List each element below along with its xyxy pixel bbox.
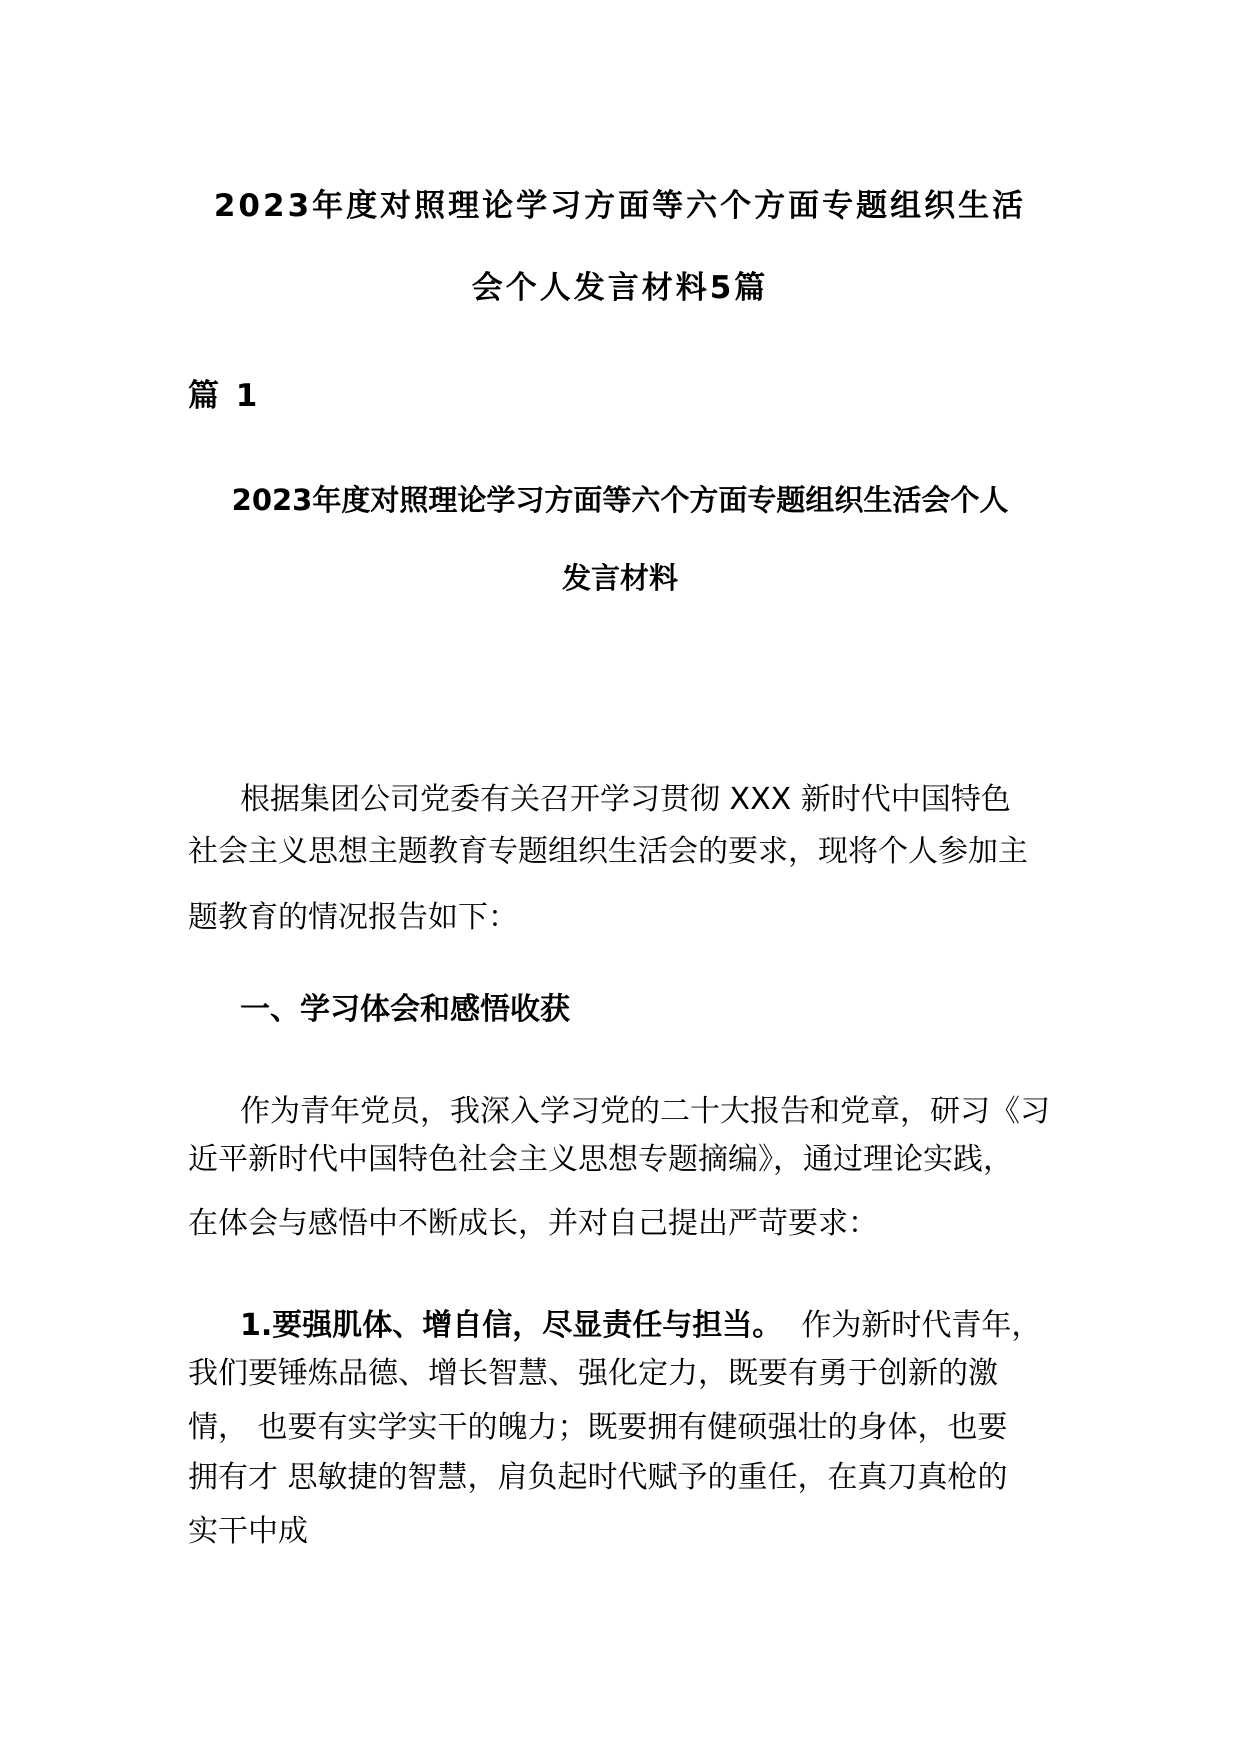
item-1-lead-rest: 作为新时代青年， xyxy=(782,1308,1042,1343)
section-subtitle-line-2: 发言材料 xyxy=(561,561,678,595)
paragraph-2-line-2: 近平新时代中国特色社会主义思想专题摘编》，通过理论实践， xyxy=(188,1142,1013,1177)
item-1-line-4: 拥有才 思敏捷的智慧，肩负起时代赋予的重任，在真刀真枪的 xyxy=(188,1460,1008,1495)
paragraph-1-line-3: 题教育的情况报告如下： xyxy=(188,900,518,935)
item-1-line-5: 实干中成 xyxy=(188,1514,308,1549)
item-1-line-2: 我们要锤炼品德、增长智慧、强化定力，既要有勇于创新的激 xyxy=(188,1356,998,1391)
paragraph-2-line-1: 作为青年党员，我深入学习党的二十大报告和党章，研习《习 xyxy=(240,1094,1050,1129)
document-title-line-2: 会个人发言材料5篇 xyxy=(471,270,769,306)
section-heading-1: 一、学习体会和感悟收获 xyxy=(240,992,570,1027)
paragraph-2-line-3: 在体会与感悟中不断成长，并对自己提出严苛要求： xyxy=(188,1206,878,1241)
paragraph-1-line-1: 根据集团公司党委有关召开学习贯彻 XXX 新时代中国特色 xyxy=(240,782,1011,817)
document-title-line-1: 2023年度对照理论学习方面等六个方面专题组织生活 xyxy=(213,188,1027,224)
paragraph-1-line-2: 社会主义思想主题教育专题组织生活会的要求，现将个人参加主 xyxy=(188,834,1028,869)
item-1-bold-lead: 1.要强肌体、增自信，尽显责任与担当。 xyxy=(240,1308,783,1343)
section-marker: 篇 1 xyxy=(188,378,261,414)
item-1-line-3: 情， 也要有实学实干的魄力；既要拥有健硕强壮的身体，也要 xyxy=(188,1410,1008,1445)
section-subtitle-line-1: 2023年度对照理论学习方面等六个方面专题组织生活会个人 xyxy=(231,483,1009,517)
item-1-line-1 xyxy=(240,1306,1041,1346)
